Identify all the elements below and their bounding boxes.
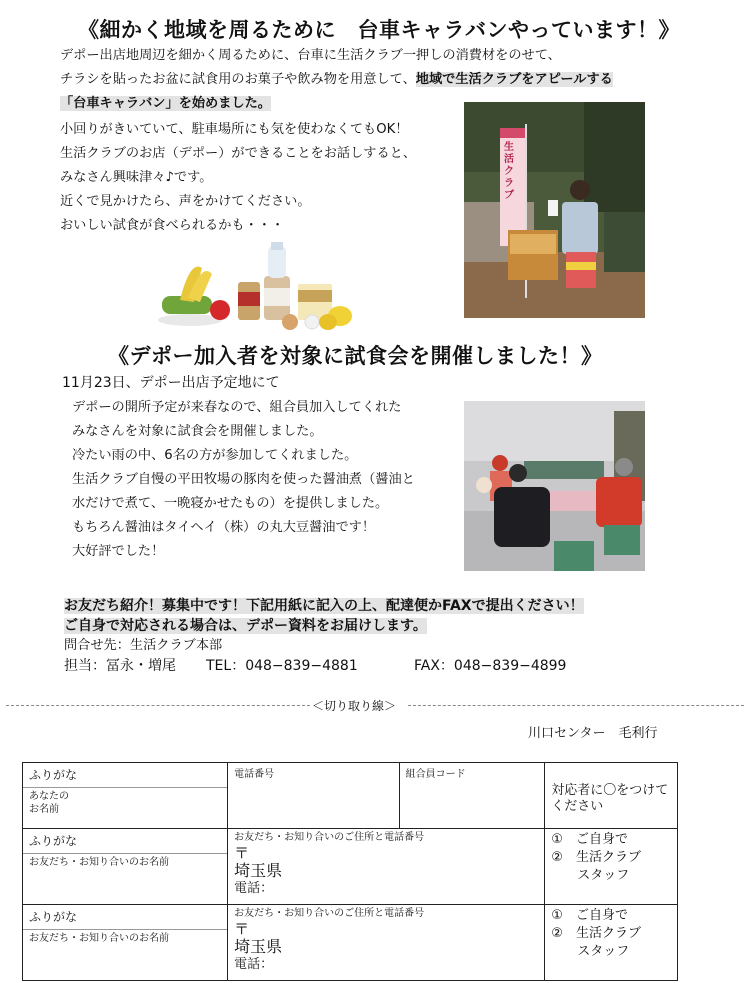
- section1-highlight-2: 「台車キャラバン」を始めました。: [60, 96, 271, 111]
- friend1-tel-label: 電話：: [234, 881, 274, 896]
- member-code-cell[interactable]: [399, 763, 545, 829]
- friend1-prefecture: 埼玉県: [234, 861, 283, 880]
- furigana-label: ふりがな: [29, 768, 78, 782]
- friend2-address-cell[interactable]: [228, 905, 545, 981]
- tel-number: TEL：048−839−4881: [206, 658, 358, 674]
- food-products-image: [150, 240, 360, 332]
- friend2-prefecture: 埼玉県: [234, 937, 283, 956]
- section2-line-4: 生活クラブ自慢の平田牧場の豚肉を使った醤油煮（醤油と: [72, 472, 415, 487]
- fax-number: FAX：048−839−4899: [414, 658, 567, 674]
- friend1-name-label: お友だち・お知り合いのお名前: [29, 857, 169, 868]
- caravan-photo: [464, 102, 645, 318]
- your-name-cell[interactable]: [23, 763, 228, 829]
- section2-line-7: 大好評でした！: [72, 544, 165, 559]
- banner-text: 生活クラブ: [504, 142, 514, 201]
- your-name-label-1: あなたの: [29, 791, 69, 802]
- member-code-label: 組合員コード: [405, 769, 466, 780]
- friend2-address-label: お友だち・お知り合いのご住所と電話番号: [234, 908, 425, 919]
- friend1-furigana-label: ふりがな: [29, 834, 78, 848]
- section2-line-5: 水だけで煮て、一晩寝かせたもの）を提供しました。: [72, 496, 389, 511]
- referral-form: [22, 762, 678, 981]
- section1-line-1: デポー出店地周辺を細かく周るために、台車に生活クラブ一押しの消費材をのせて、: [60, 48, 561, 63]
- responder-note-1: 対応者に〇をつけて: [551, 783, 669, 798]
- friend1-address-cell[interactable]: [228, 829, 545, 905]
- section1-line-5: 生活クラブのお店（デポー）ができることをお話しすると、: [60, 146, 417, 161]
- friend1-option-self[interactable]: ① ご自身で: [551, 832, 628, 847]
- section2-line-3: 冷たい雨の中、6名の方が参加してくれました。: [72, 448, 358, 463]
- friend1-address-label: お友だち・お知り合いのご住所と電話番号: [234, 832, 425, 843]
- friend1-option-staff[interactable]: ② 生活クラブ: [551, 850, 641, 865]
- section2-line-6: もちろん醤油はタイヘイ（株）の丸大豆醤油です！: [72, 520, 376, 535]
- your-name-label-2: お名前: [29, 804, 59, 815]
- section2-line-1: デポーの開所予定が来春なので、組合員加入してくれた: [72, 400, 402, 415]
- recruit-highlight-2: ご自身で対応される場合は、デポー資料をお届けします。: [64, 618, 427, 634]
- responder-note-2: ください: [551, 799, 604, 814]
- section1-line-4: 小回りがきいていて、駐車場所にも気を使わなくてもOK！: [60, 122, 409, 137]
- section1-line-8: おいしい試食が食べられるかも・・・: [60, 218, 285, 233]
- section1-line-6: みなさん興味津々♪です。: [60, 170, 213, 185]
- friend1-option-cell[interactable]: [545, 829, 678, 905]
- tasting-event-photo: [464, 401, 645, 571]
- friend2-postal-mark: 〒: [234, 920, 250, 938]
- cut-line-left: [6, 705, 310, 706]
- phone-cell[interactable]: [228, 763, 399, 829]
- recruit-highlight-1: お友だち紹介！募集中です！下記用紙に記入の上、配達便かFAXで提出ください！: [64, 598, 584, 614]
- section2-line-2: みなさんを対象に試食会を開催しました。: [72, 424, 323, 439]
- responder-note-cell: [545, 763, 678, 829]
- friend2-tel-label: 電話：: [234, 957, 274, 972]
- section1-title: 《細かく地域を周るために 台車キャラバンやっています！》: [78, 18, 680, 42]
- staff-names: 担当：冨永・増尾: [64, 658, 176, 674]
- section1-highlight-1: 地域で生活クラブをアピールする: [415, 72, 613, 87]
- friend1-name-cell[interactable]: [23, 829, 228, 905]
- friend2-option-staff-cont: スタッフ: [551, 944, 630, 959]
- cut-line-right: [408, 705, 744, 706]
- cut-line-label: ＜切り取り線＞: [312, 699, 397, 713]
- friend2-option-staff[interactable]: ② 生活クラブ: [551, 926, 641, 941]
- friend1-postal-mark: 〒: [234, 844, 250, 862]
- friend2-option-self[interactable]: ① ご自身で: [551, 908, 628, 923]
- phone-label: 電話番号: [234, 769, 275, 780]
- friend2-name-label: お友だち・お知り合いのお名前: [29, 933, 169, 944]
- friend1-option-staff-cont: スタッフ: [551, 868, 630, 883]
- section2-title: 《デポー加入者を対象に試食会を開催しました！》: [108, 344, 603, 368]
- center-destination: 川口センター 毛利行: [528, 726, 658, 741]
- section1-line-2: [60, 68, 613, 92]
- section2-date: 11月23日、デポー出店予定地にて: [62, 375, 280, 391]
- friend2-name-cell[interactable]: [23, 905, 228, 981]
- section1-line-7: 近くで見かけたら、声をかけてください。: [60, 194, 311, 209]
- section1-line-3: [60, 92, 271, 116]
- friend2-furigana-label: ふりがな: [29, 910, 78, 924]
- friend2-option-cell[interactable]: [545, 905, 678, 981]
- section1-line-2a: チラシを貼ったお盆に試食用のお菓子や飲み物を用意して、: [60, 72, 416, 87]
- contact-label: 問合せ先：生活クラブ本部: [64, 638, 223, 653]
